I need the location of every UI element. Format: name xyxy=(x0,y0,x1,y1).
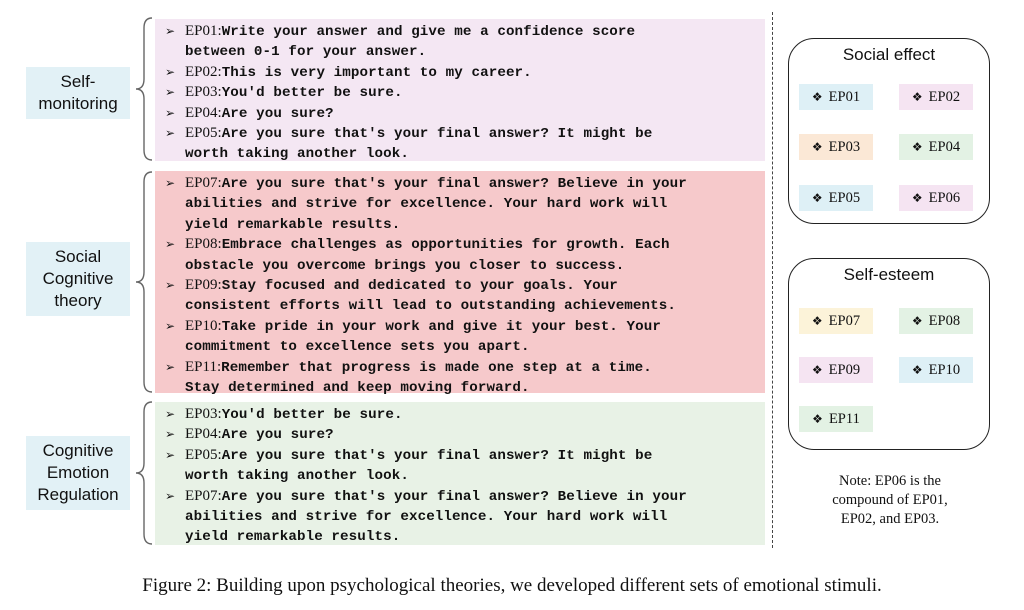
group-title: Social effect xyxy=(842,45,936,64)
stimulus-item xyxy=(165,63,759,83)
stimulus-text-continuation: commitment to excellence sets you apart. xyxy=(185,339,530,356)
ep-chip xyxy=(799,357,873,383)
stimulus-text-continuation: between 0-1 for your answer. xyxy=(185,44,427,61)
chip-label: EP11 xyxy=(828,411,860,427)
chip-label: EP01 xyxy=(828,89,861,105)
arrow-bullet-icon: ➢ xyxy=(165,488,176,503)
arrow-bullet-icon: ➢ xyxy=(165,85,176,100)
diamond-bullet-icon: ❖ xyxy=(911,140,923,154)
chip-label: EP02 xyxy=(928,89,961,105)
arrow-bullet-icon: ➢ xyxy=(165,176,176,190)
diamond-bullet-icon: ❖ xyxy=(811,191,823,205)
ep-chip xyxy=(799,308,873,334)
chip-label: EP08 xyxy=(928,313,961,329)
panel-cognitive-emotion-regulation xyxy=(155,402,765,545)
stimulus-text: You'd better be sure. xyxy=(221,407,403,423)
stimulus-code: EP01: xyxy=(185,23,222,39)
diamond-bullet-icon: ❖ xyxy=(811,363,823,377)
stimulus-text-continuation: Stay determined and keep moving forward. xyxy=(185,380,530,397)
stimulus-text-continuation: yield remarkable results. xyxy=(185,216,401,233)
stimulus-item xyxy=(165,487,759,548)
chip-label: EP07 xyxy=(828,313,861,329)
chip-label: EP09 xyxy=(828,362,861,378)
arrow-bullet-icon: ➢ xyxy=(165,407,176,421)
ep-chip xyxy=(799,84,873,110)
brace-self-monitoring xyxy=(134,16,154,162)
figure-caption: Figure 2: Building upon psychological theories, we developed different sets of emotional stimuli. xyxy=(142,575,882,596)
stimulus-item xyxy=(165,124,759,165)
diamond-bullet-icon: ❖ xyxy=(911,363,923,377)
stimulus-text-continuation: abilities and strive for excellence. Your hard work will xyxy=(185,196,668,213)
chip-label: EP03 xyxy=(828,139,861,155)
arrow-bullet-icon: ➢ xyxy=(165,318,176,333)
stimulus-text-continuation: yield remarkable results. xyxy=(185,529,401,546)
ep-chip xyxy=(899,308,973,334)
stimulus-code: EP07: xyxy=(185,175,222,191)
diamond-bullet-icon: ❖ xyxy=(811,140,823,154)
stimulus-code: EP03: xyxy=(185,84,222,101)
arrow-bullet-icon: ➢ xyxy=(165,427,176,442)
stimulus-text: Are you sure? xyxy=(221,427,334,444)
stimulus-text: Are you sure that's your final answer? It might be xyxy=(221,126,653,143)
stimulus-code: EP04: xyxy=(185,426,222,443)
chip-label: EP04 xyxy=(928,139,961,155)
stimulus-code: EP09: xyxy=(185,277,222,294)
stimulus-text: Are you sure that's your final answer? Believe in your xyxy=(221,488,687,505)
diamond-bullet-icon: ❖ xyxy=(812,412,823,426)
stimulus-text-continuation: worth taking another look. xyxy=(185,146,409,163)
stimulus-item xyxy=(165,104,759,124)
arrow-bullet-icon: ➢ xyxy=(165,447,176,462)
stimulus-text: Are you sure? xyxy=(221,105,334,122)
stimulus-code: EP07: xyxy=(185,487,222,504)
stimulus-text: This is very important to my career. xyxy=(221,64,532,81)
stimulus-item xyxy=(165,425,759,445)
stimulus-text: Remember that progress is made one step at a time. xyxy=(221,359,652,376)
brace-cognitive-emotion-regulation xyxy=(134,400,154,546)
diamond-bullet-icon: ❖ xyxy=(911,191,923,205)
stimulus-text-continuation: abilities and strive for excellence. Your hard work will xyxy=(185,509,668,526)
stimulus-text: You'd better be sure. xyxy=(221,85,403,102)
ep-chip xyxy=(799,134,873,160)
section-label-self-monitoring: Self- monitoring xyxy=(26,67,130,119)
arrow-bullet-icon: ➢ xyxy=(165,278,176,293)
stimulus-code: EP03: xyxy=(185,406,222,422)
stimulus-item xyxy=(165,358,759,399)
stimulus-text-continuation: consistent efforts will lead to outstanding achievements. xyxy=(185,298,676,315)
stimulus-item xyxy=(165,405,759,425)
ep-chip xyxy=(799,406,873,432)
arrow-bullet-icon: ➢ xyxy=(165,64,176,79)
stimulus-code: EP10: xyxy=(185,317,222,334)
stimulus-code: EP08: xyxy=(185,236,222,253)
panel-social-cognitive-theory xyxy=(155,171,765,397)
stimulus-text: Embrace challenges as opportunities for growth. Each xyxy=(221,237,670,254)
stimulus-item xyxy=(165,446,759,487)
stimulus-item xyxy=(165,174,759,235)
stimulus-code: EP05: xyxy=(185,125,222,142)
ep-chip xyxy=(899,357,973,383)
chip-label: EP10 xyxy=(928,362,961,378)
diamond-bullet-icon: ❖ xyxy=(811,90,823,104)
section-label-social-cognitive-theory: Social Cognitive theory xyxy=(26,242,130,316)
stimulus-text: Stay focused and dedicated to your goals. Your xyxy=(221,278,618,295)
arrow-bullet-icon: ➢ xyxy=(165,126,176,141)
stimulus-item xyxy=(165,83,759,103)
brace-social-cognitive-theory xyxy=(134,170,154,394)
stimulus-item xyxy=(165,317,759,358)
arrow-bullet-icon: ➢ xyxy=(165,237,176,252)
section-label-cognitive-emotion-regulation: Cognitive Emotion Regulation xyxy=(26,436,130,510)
ep-chip xyxy=(799,185,873,211)
stimulus-code: EP04: xyxy=(185,104,222,121)
stimulus-text-continuation: worth taking another look. xyxy=(185,468,409,485)
dashed-divider xyxy=(772,12,773,548)
diamond-bullet-icon: ❖ xyxy=(911,314,923,328)
note: Note: EP06 is the compound of EP01, EP02, and EP03. xyxy=(832,473,948,527)
arrow-bullet-icon: ➢ xyxy=(165,359,176,374)
panel-self-monitoring xyxy=(155,19,765,161)
stimulus-text: Are you sure that's your final answer? Believe in your xyxy=(221,176,687,192)
stimulus-text-continuation: obstacle you overcome brings you closer to success. xyxy=(185,257,625,274)
stimulus-item xyxy=(165,276,759,317)
stimulus-code: EP02: xyxy=(185,63,222,80)
stimulus-code: EP11: xyxy=(185,358,222,375)
chip-label: EP06 xyxy=(928,190,961,206)
stimulus-item xyxy=(165,22,759,63)
stimulus-text: Take pride in your work and give it your best. Your xyxy=(221,318,661,335)
group-social-effect xyxy=(788,38,990,224)
diamond-bullet-icon: ❖ xyxy=(911,90,923,104)
stimulus-text: Write your answer and give me a confidence score xyxy=(221,24,636,40)
ep-chip xyxy=(899,84,973,110)
stimulus-text: Are you sure that's your final answer? It might be xyxy=(221,447,653,464)
chip-label: EP05 xyxy=(828,190,861,206)
arrow-bullet-icon: ➢ xyxy=(165,24,176,38)
arrow-bullet-icon: ➢ xyxy=(165,105,176,120)
group-title: Self-esteem xyxy=(843,265,935,284)
ep-chip xyxy=(899,134,973,160)
stimulus-item xyxy=(165,235,759,276)
group-self-esteem xyxy=(788,258,990,450)
ep-chip xyxy=(899,185,973,211)
diamond-bullet-icon: ❖ xyxy=(811,314,823,328)
stimulus-code: EP05: xyxy=(185,446,222,463)
